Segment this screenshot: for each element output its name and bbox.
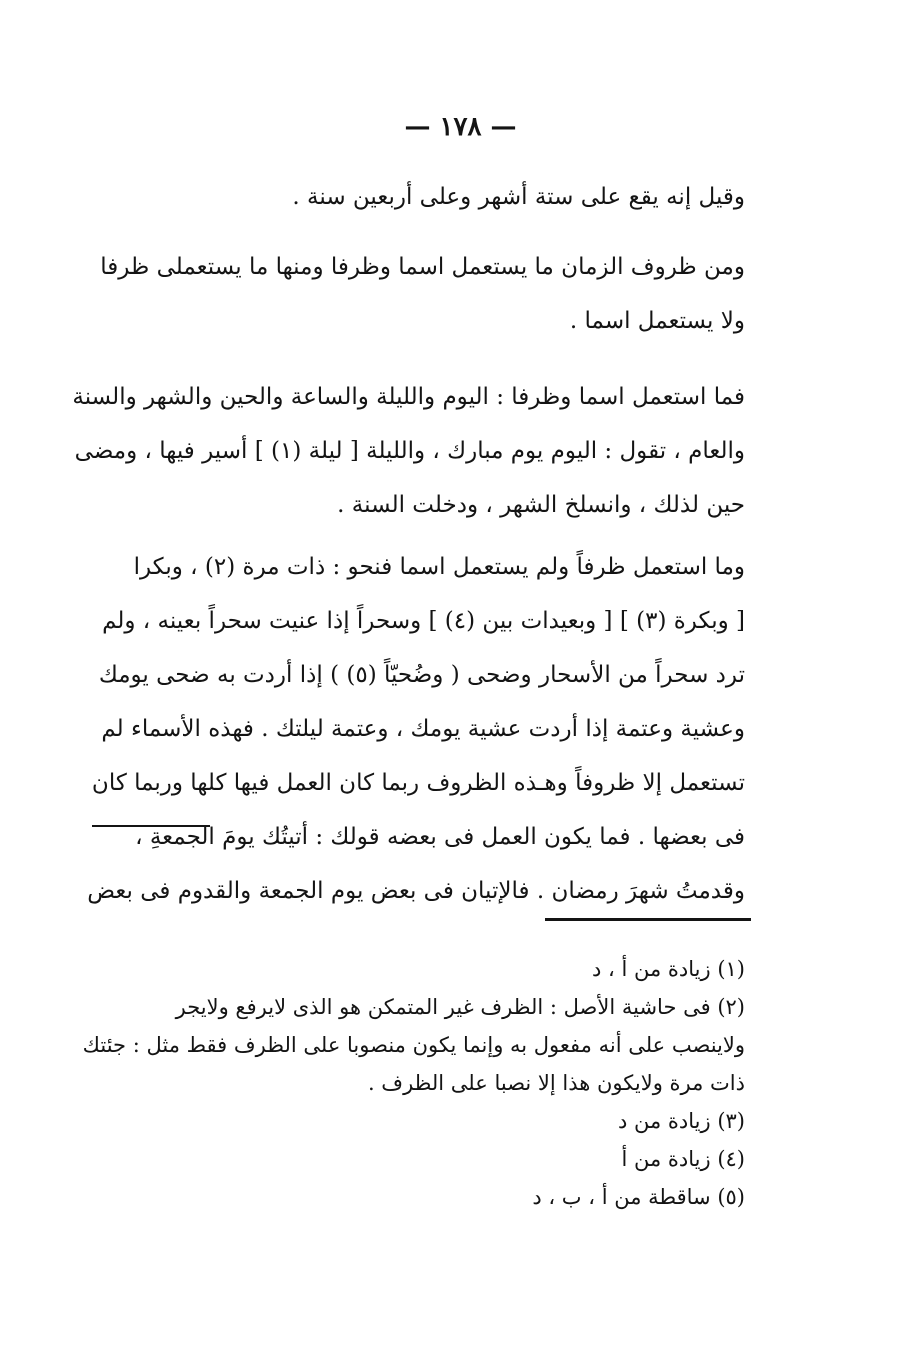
underline-mark: [92, 825, 210, 827]
text-line: وقدمتُ شهرَ رمضان . فالإتيان فى بعض يوم الجمعة والقدوم فى بعض: [87, 878, 745, 904]
footnote-line: ذات مرة ولايكون هذا إلا نصبا على الظرف .: [367, 1071, 745, 1095]
text-line: ولا يستعمل اسما .: [569, 308, 745, 334]
footnote-separator: [545, 918, 751, 921]
footnote-line: (٤) زيادة من أ: [621, 1147, 745, 1171]
text-line: تستعمل إلا ظروفاً وهـذه الظروف ربما كان العمل فيها كلها وربما كان: [91, 770, 745, 796]
paragraph-2: [100, 240, 745, 348]
text-line: ترد سحراً من الأسحار وضحى ( وضُحيّاً (٥) ) إذا أردت به ضحى يومك: [98, 662, 745, 688]
text-line: ومن ظروف الزمان ما يستعمل اسما وظرفا ومنها ما يستعملى ظرفا: [100, 254, 745, 280]
footnote-line: (٥) ساقطة من أ ، ب ، د: [532, 1185, 745, 1209]
text-line: وعشية وعتمة إذا أردت عشية يومك ، وعتمة ليلتك . فهذه الأسماء لم: [101, 716, 745, 742]
footnote-line: ولاينصب على أنه مفعول به وإنما يكون منصوبا على الظرف فقط مثل : جئتك: [82, 1033, 745, 1057]
text-line: حين لذلك ، وانسلخ الشهر ، ودخلت السنة .: [337, 492, 745, 518]
footnote-line: (٢) فى حاشية الأصل : الظرف غير المتمكن هو الذى لايرفع ولايجر: [175, 995, 745, 1019]
text-line: وما استعمل ظرفاً ولم يستعمل اسما فنحو : ذات مرة (٢) ، وبكرا: [133, 554, 745, 580]
page-number: — ١٧٨ —: [404, 112, 517, 142]
text-line: وقيل إنه يقع على ستة أشهر وعلى أربعين سنة .: [292, 184, 745, 210]
paragraph-3: [72, 370, 745, 532]
footnote-line: (٣) زيادة من د: [617, 1109, 745, 1133]
text-line: فما استعمل اسما وظرفا : اليوم والليلة والساعة والحين والشهر والسنة: [72, 384, 745, 410]
footnotes: [82, 950, 745, 1216]
text-line: [ وبكرة (٣) ] [ وبعيدات بين (٤) ] وسحراً إذا عنيت سحراً بعينه ، ولم: [102, 608, 745, 634]
text-line: فى بعضها . فما يكون العمل فى بعضه قولك : أتيتُك يومَ الجمعةِ ،: [135, 824, 745, 850]
paragraph-4: [87, 540, 745, 918]
footnote-line: (١) زيادة من أ ، د: [592, 957, 745, 981]
text-line: والعام ، تقول : اليوم يوم مبارك ، والليلة [ ليلة (١) ] أسير فيها ، ومضى: [74, 438, 745, 464]
paragraph-1: [145, 170, 745, 224]
